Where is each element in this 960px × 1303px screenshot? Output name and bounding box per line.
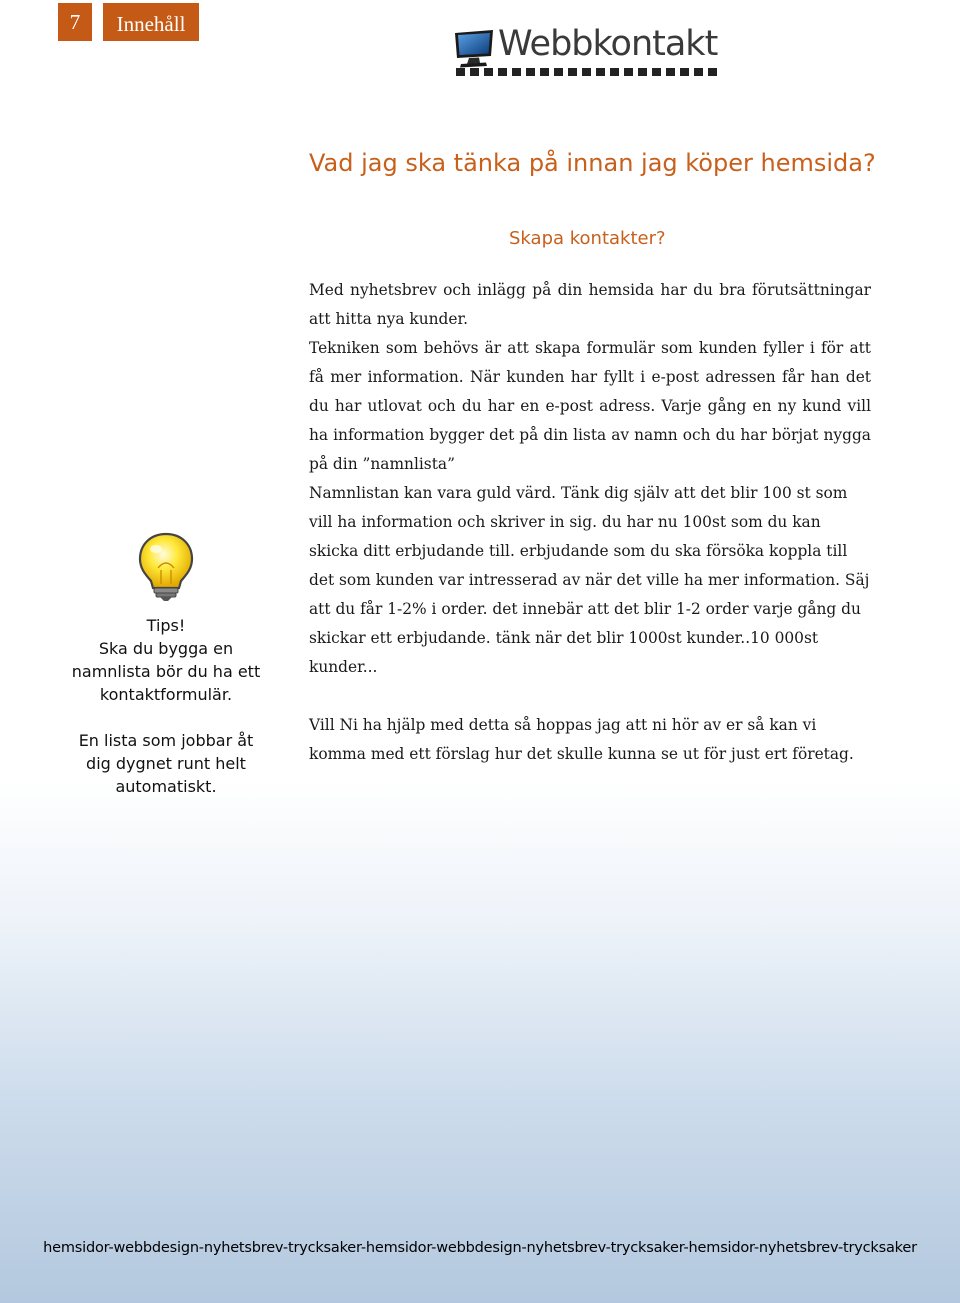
footer-keywords: hemsidor-webbdesign-nyhetsbrev-trycksaker-hemsidor-webbdesign-nyhetsbrev-trycksaker-hemsidor-nyhetsbrev-trycksaker	[43, 1240, 917, 1256]
paragraph-contact: Vill Ni ha hjälp med detta så hoppas jag att ni hör av er så kan vi komma med ett förslag hur det skulle kunna se ut för just ert företag.	[309, 716, 854, 763]
webbkontakt-logo	[452, 26, 732, 84]
tips-text-2: En lista som jobbar åt dig dygnet runt helt automatiskt.	[78, 731, 254, 796]
paragraph-technique: Tekniken som behövs är att skapa formulär som kunden fyller i för att få mer information. När kunden har fyllt i e-post adressen får han det du har utlovat och du har en e-post adress. Varje gång en ny kund vill ha information bygger det på din lista av namn och du har börjat nygga på din ”namnlista”	[309, 339, 871, 473]
tips-box	[66, 532, 266, 798]
page-title: Vad jag ska tänka på innan jag köper hemsida?	[309, 149, 876, 177]
paragraph-intro: Med nyhetsbrev och inlägg på din hemsida har du bra förutsättningar att hitta nya kunder.	[309, 281, 871, 328]
paragraph-namelist: Namnlistan kan vara guld värd. Tänk dig själv att det blir 100 st som vill ha information och skriver in sig. du har nu 100st som du kan skicka ditt erbjudande till. erbjudande som du ska försöka koppla till det som kunden var intresserad av när det ville ha mer information. Säj att du får 1-2% i order. det innebär att det blir 1-2 order varje gång du skickar ett erbjudande. tänk när det blir 1000st kunder..10 000st kunder...	[309, 484, 870, 676]
toc-button[interactable]: Innehåll	[103, 3, 199, 41]
lightbulb-icon	[137, 532, 195, 602]
logo-text: Webbkontakt	[498, 24, 718, 64]
logo-dotted-bar	[454, 66, 726, 80]
tips-text-1: Ska du bygga en namnlista bör du ha ett kontaktformulär.	[71, 639, 261, 704]
monitor-icon	[452, 29, 496, 69]
section-subtitle: Skapa kontakter?	[509, 228, 666, 249]
tips-heading: Tips!	[146, 616, 186, 635]
page-number: 7	[58, 3, 92, 41]
article-body	[309, 276, 871, 769]
